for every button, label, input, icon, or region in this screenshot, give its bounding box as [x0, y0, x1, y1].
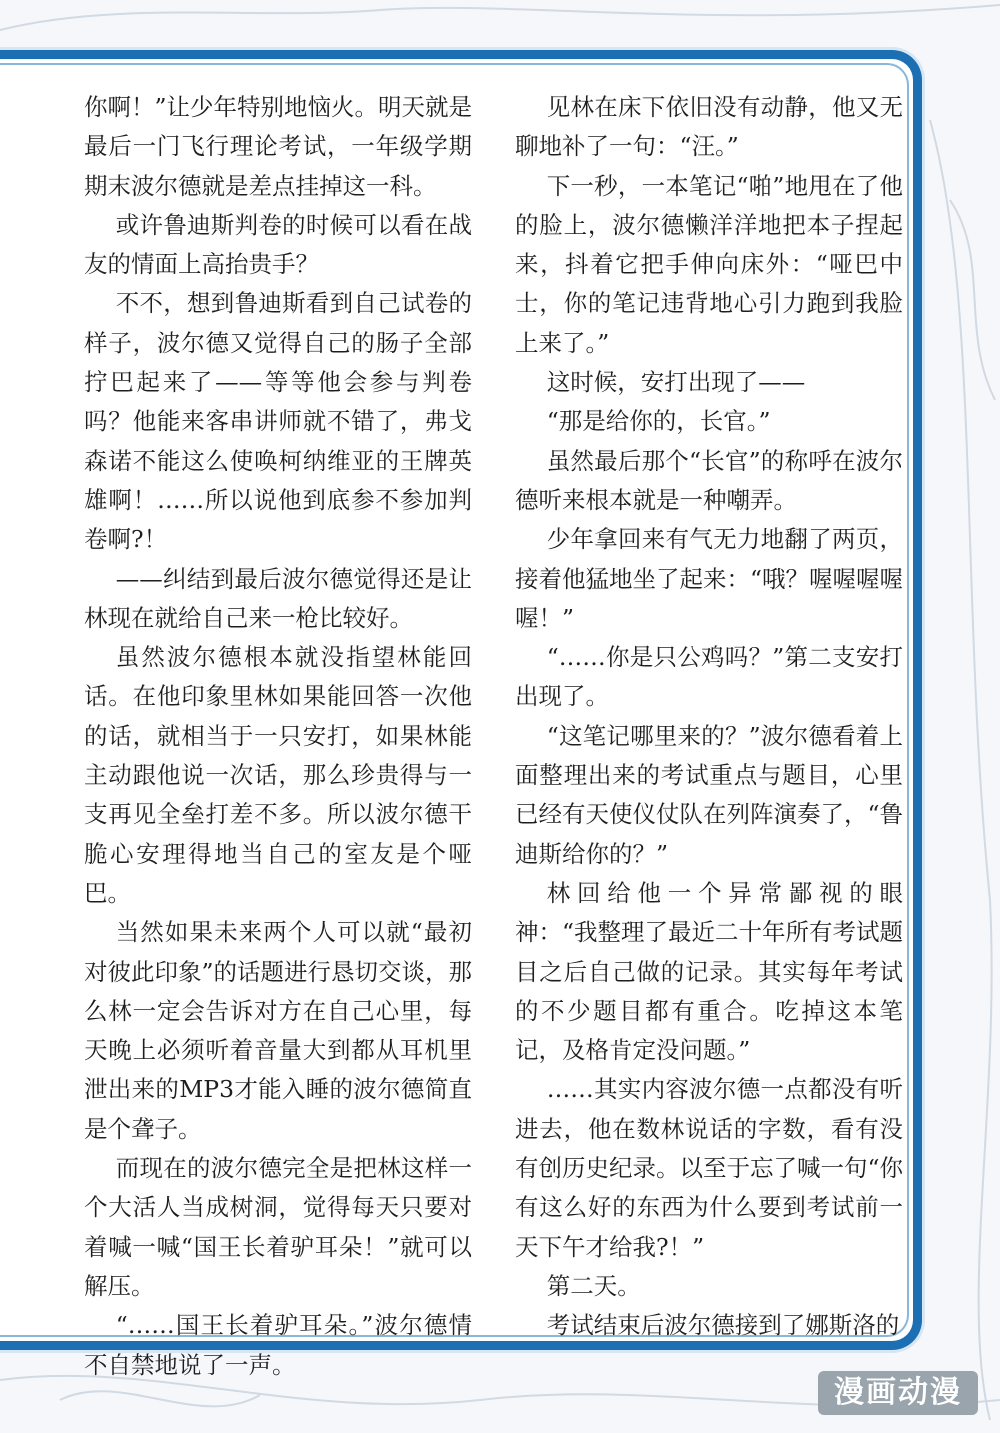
paragraph: “……你是只公鸡吗？”第二支安打出现了。 [515, 643, 903, 711]
paragraph: 少年拿回来有气无力地翻了两页，接着他猛地坐了起来：“哦？喔喔喔喔喔！” [515, 525, 904, 632]
paragraph: 虽然最后那个“长官”的称呼在波尔德听来根本就是一种嘲弄。 [515, 446, 903, 514]
paragraph: ——纠结到最后波尔德觉得还是让林现在就给自己来一枪比较好。 [84, 564, 472, 632]
paragraph: “那是给你的，长官。” [546, 407, 771, 436]
paragraph: 不不，想到鲁迪斯看到自己试卷的样子，波尔德又觉得自己的肠子全部拧巴起来了——等等他会参与判卷吗？他能来客串讲师就不错了，弗戈森诺不能这么使唤柯纳维亚的王牌英雄啊！……所以说他到底参不参加判卷啊?！ [84, 289, 472, 554]
paragraph: “……国王长着驴耳朵。”波尔德情不自禁地说了一声。 [84, 1311, 472, 1379]
paragraph: 虽然波尔德根本就没指望林能回话。在他印象里林如果能回答一次他的话，就相当于一只安打，如果林能主动跟他说一次话，那么珍贵得与一支再见全垒打差不多。所以波尔德干脆心安理得地当自己的室友是个哑巴。 [84, 643, 472, 907]
paragraph: 考试结束后波尔德接到了娜斯洛的 [546, 1311, 900, 1340]
site-watermark-logo: 漫画动漫 [818, 1371, 978, 1415]
paragraph: 第二天。 [546, 1271, 641, 1300]
paragraph: 而现在的波尔德完全是把林这样一个大活人当成树洞，觉得每天只要对着喊一喊“国王长着驴耳朵！”就可以解压。 [84, 1154, 472, 1300]
paragraph: 见林在床下依旧没有动静，他又无聊地补了一句：“汪。” [515, 93, 903, 161]
paragraph: “这笔记哪里来的？”波尔德看着上面整理出来的考试重点与题目，心里已经有天使仪仗队在列阵演奏了，“鲁迪斯给你的？” [515, 721, 904, 868]
right-text-column [515, 88, 903, 1346]
paragraph: 你啊！”让少年特别地恼火。明天就是最后一门飞行理论考试，一年级学期期末波尔德就是差点挂掉这一科。 [84, 93, 473, 200]
paragraph: 或许鲁迪斯判卷的时候可以看在战友的情面上高抬贵手？ [84, 210, 472, 279]
paragraph: ……其实内容波尔德一点都没有听进去，他在数林说话的字数，看有没有创历史纪录。以至于忘了喊一句“你有这么好的东西为什么要到考试前一天下午才给我?！” [515, 1075, 904, 1261]
paragraph: 这时候，安打出现了—— [546, 368, 806, 397]
paragraph: 下一秒，一本笔记“啪”地甩在了他的脸上，波尔德懒洋洋地把本子捏起来，抖着它把手伸向床外：“哑巴中士，你的笔记违背地心引力跑到我脸上来了。” [515, 171, 903, 357]
paragraph: 当然如果未来两个人可以就“最初对彼此印象”的话题进行恳切交谈，那么林一定会告诉对方在自己心里，每天晚上必须听着音量大到都从耳机里泄出来的MP3才能入睡的波尔德简直是个聋子。 [84, 918, 473, 1143]
left-text-column [84, 88, 472, 1385]
paragraph: 林回给他一个异常鄙视的眼神：“我整理了最近二十年所有考试题目之后自己做的记录。其实每年考试的不少题目都有重合。吃掉这本笔记，及格肯定没问题。” [515, 878, 904, 1065]
